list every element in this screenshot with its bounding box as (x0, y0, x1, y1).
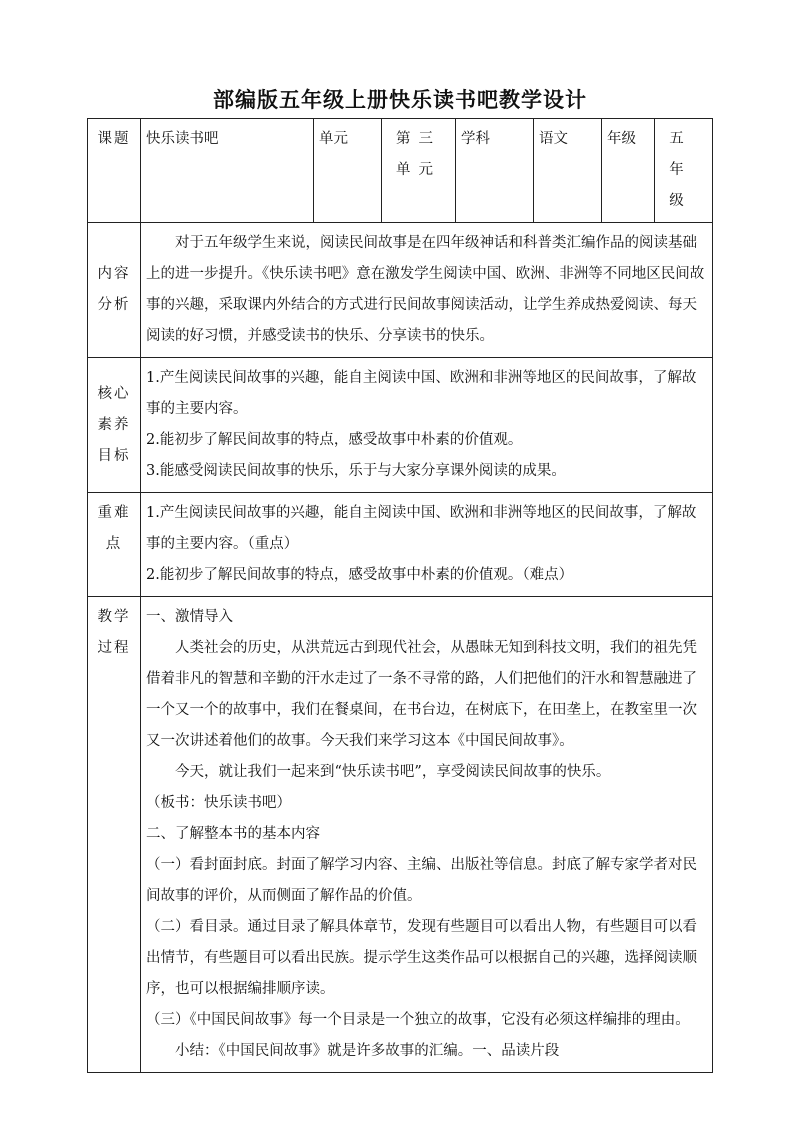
goal-item: 1.产生阅读民间故事的兴趣，能自主阅读中国、欧洲和非洲等地区的民间故事，了解故事的主要内容。 (146, 370, 697, 417)
subject-label: 学科 (456, 119, 534, 223)
goal-item: 2.能初步了解民间故事的特点，感受故事中朴素的价值观。 (146, 432, 523, 448)
keypoint-item: 2.能初步了解民间故事的特点，感受故事中朴素的价值观。（难点） (146, 567, 574, 583)
keypoints-label: 重难点 (88, 493, 141, 597)
course-label: 课题 (88, 119, 141, 223)
process-paragraph: （一）看封面封底。封面了解学习内容、主编、出版社等信息。封底了解专家学者对民间故事的评价，从而侧面了解作品的价值。 (146, 857, 697, 904)
process-paragraph: 今天，就让我们一起来到“快乐读书吧”，享受阅读民间故事的快乐。 (175, 764, 611, 780)
process-row (88, 597, 713, 1073)
course-value: 快乐读书吧 (141, 119, 314, 223)
grade-label: 年级 (602, 119, 655, 223)
process-label: 教学过程 (88, 597, 141, 1073)
lesson-plan-table (87, 118, 713, 1073)
process-paragraph: （板书：快乐读书吧） (146, 795, 291, 811)
header-row (88, 119, 713, 223)
document-title: 部编版五年级上册快乐读书吧教学设计 (213, 88, 587, 112)
content-analysis-paragraph: 对于五年级学生来说，阅读民间故事是在四年级神话和科普类汇编作品的阅读基础上的进一步提升。《快乐读书吧》意在激发学生阅读中国、欧洲、非洲等不同地区民间故事的兴趣，采取课内外结合的方式进行民间故事阅读活动，让学生养成热爱阅读、每天阅读的好习惯，并感受读书的快乐、分享读书的快乐。 (146, 235, 705, 344)
content-analysis-label: 内容分析 (88, 223, 141, 358)
process-heading: 一、激情导入 (146, 609, 233, 625)
process-paragraph: 人类社会的历史，从洪荒远古到现代社会，从愚昧无知到科技文明，我们的祖先凭借着非凡的智慧和辛勤的汗水走过了一条不寻常的路，人们把他们的汗水和智慧融进了一个又一个的故事中，我们在餐桌间，在书台边，在树底下，在田垄上，在教室里一次又一次讲述着他们的故事。今天我们来学习这本《中国民间故事》。 (146, 640, 697, 749)
process-content (141, 597, 713, 1073)
unit-label: 单元 (314, 119, 382, 223)
unit-value: 第三单元 (382, 119, 456, 223)
content-analysis-text (141, 223, 713, 358)
grade-value: 五年级 (655, 119, 713, 223)
goals-content (141, 358, 713, 493)
keypoints-row (88, 493, 713, 597)
subject-value: 语文 (534, 119, 602, 223)
content-analysis-row (88, 223, 713, 358)
keypoints-content (141, 493, 713, 597)
process-paragraph: （二）看目录。通过目录了解具体章节，发现有些题目可以看出人物，有些题目可以看出情节，有些题目可以看出民族。提示学生这类作品可以根据自己的兴趣，选择阅读顺序，也可以根据编排顺序读。 (146, 919, 697, 997)
goal-item: 3.能感受阅读民间故事的快乐，乐于与大家分享课外阅读的成果。 (146, 463, 566, 479)
goals-row (88, 358, 713, 493)
process-heading: 二、了解整本书的基本内容 (146, 826, 320, 842)
keypoint-item: 1.产生阅读民间故事的兴趣，能自主阅读中国、欧洲和非洲等地区的民间故事，了解故事的主要内容。（重点） (146, 505, 697, 552)
goals-label: 核心素养目标 (88, 358, 141, 493)
process-paragraph: （三）《中国民间故事》每一个目录是一个独立的故事，它没有必须这样编排的理由。 (146, 1012, 690, 1028)
process-paragraph: 小结：《中国民间故事》就是许多故事的汇编。一、品读片段 (175, 1043, 560, 1059)
